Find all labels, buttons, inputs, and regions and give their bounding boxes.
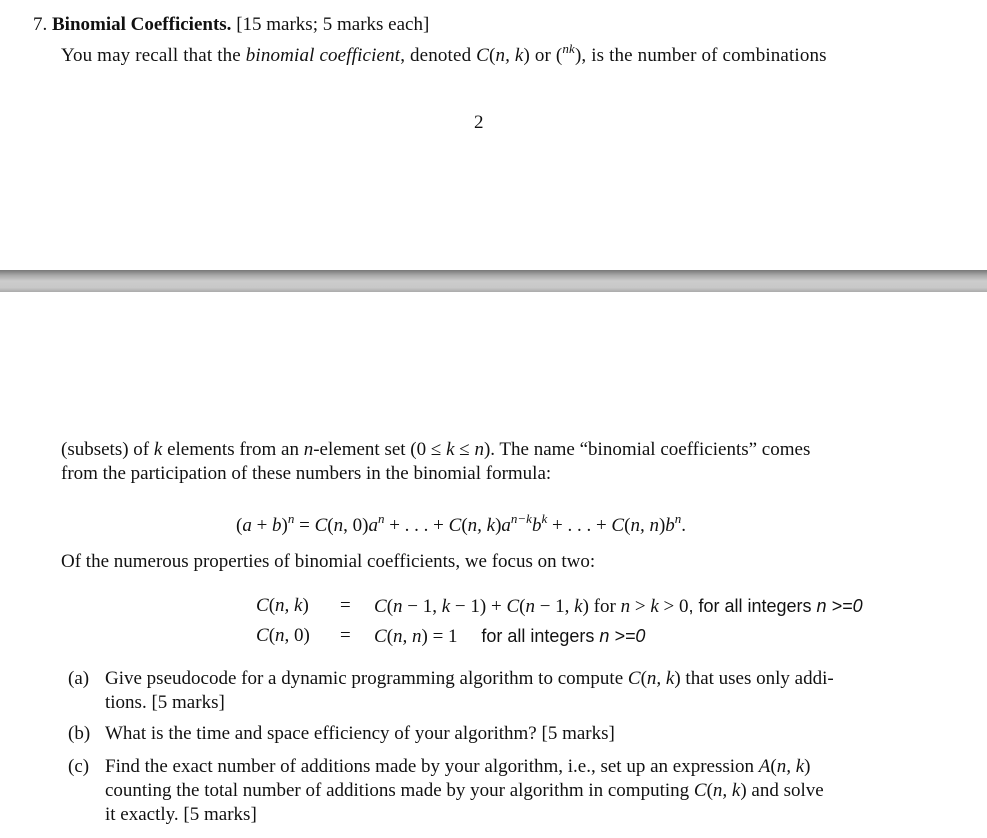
text-segment: >=0 [826, 596, 863, 616]
text-segment: n [303, 439, 314, 460]
text-segment: C [374, 626, 387, 647]
text-segment: Binomial Coefficients. [52, 14, 232, 35]
text-segment: n, n [630, 515, 659, 536]
text-segment: > [630, 596, 651, 617]
part-label: (b) [68, 723, 91, 744]
intro-text [61, 37, 827, 68]
text-segment: Of the numerous properties of binomial coefficients, we focus on two: [61, 551, 596, 572]
text-segment: n, n [393, 626, 422, 647]
text-segment: -element set (0 ≤ [313, 439, 447, 460]
text-segment: C [627, 668, 641, 689]
recurrence-rhs [374, 594, 863, 619]
text-segment: n [816, 596, 827, 616]
text-segment: ( [386, 626, 394, 647]
text-segment: A [758, 756, 771, 777]
text-segment: What is the time and space efficiency of your algorithm? [5 marks] [105, 723, 615, 744]
text-segment: a [368, 515, 378, 536]
text-segment: ( [640, 668, 647, 689]
text-segment: ) for [582, 596, 621, 617]
text-segment: k [574, 596, 583, 617]
text-segment: 7. [33, 14, 52, 35]
text-segment: ) and solve [740, 780, 824, 801]
binomial-formula [236, 507, 686, 538]
text-segment: ) [281, 515, 288, 536]
text-segment: n [599, 626, 610, 646]
text-segment: n, k [467, 515, 496, 536]
equals-sign: = [340, 595, 351, 616]
text-segment: binomial coefficient [245, 45, 401, 66]
text-segment: from the participation of these numbers in the binomial formula: [61, 463, 552, 484]
text-segment: k [441, 596, 451, 617]
text-segment: ( [624, 515, 631, 536]
text-segment: tions. [5 marks] [105, 692, 225, 713]
text-segment: ( [488, 45, 496, 66]
page-number: 2 [474, 112, 484, 133]
text-segment: k [650, 596, 659, 617]
part-text-line [105, 755, 810, 779]
text-segment: . [681, 515, 687, 536]
text-segment: Find the exact number of additions made by your algorithm, i.e., set up an expression [105, 756, 759, 777]
text-segment: C [448, 515, 462, 536]
text-segment: n [620, 596, 631, 617]
base-case-lhs [256, 624, 310, 648]
text-segment: , 0) [284, 625, 310, 646]
text-segment: ≤ [454, 439, 475, 460]
text-segment: > 0 [658, 596, 689, 617]
text-segment: Give pseudocode for a dynamic programming algorithm to compute [105, 668, 628, 689]
part-label: (c) [68, 756, 90, 777]
text-segment: >=0 [609, 626, 646, 646]
text-segment: , 0) [343, 515, 369, 536]
text-segment: n [333, 515, 344, 536]
text-segment: n, k [495, 45, 524, 66]
text-segment: ( [268, 595, 276, 616]
text-segment: ) [804, 756, 811, 777]
text-segment: n [474, 439, 484, 460]
text-segment: ), is the number of combinations [574, 45, 827, 66]
text-segment: C [693, 780, 707, 801]
text-segment: , denoted [400, 45, 477, 66]
text-segment: , for all integers [688, 596, 817, 616]
part-text-line [105, 779, 824, 803]
part-text-line [105, 667, 834, 691]
text-segment: ( [519, 596, 526, 617]
text-segment: − 1) + [450, 596, 507, 617]
text-segment: C [256, 625, 269, 646]
body-line [61, 438, 810, 462]
text-segment: [15 marks; 5 marks each] [231, 14, 430, 35]
part-text-line [105, 803, 257, 827]
text-segment: n [525, 596, 535, 617]
text-segment: k [446, 439, 455, 460]
text-segment: ) [658, 515, 666, 536]
text-segment: a [242, 515, 252, 536]
text-segment: ) or ( [523, 45, 563, 66]
text-segment: n [393, 596, 403, 617]
text-segment: = [294, 515, 315, 536]
text-segment: k [569, 41, 575, 56]
part-text-line [105, 722, 615, 746]
text-segment: elements from an [162, 439, 304, 460]
text-segment: ( [327, 515, 334, 536]
text-segment: C [256, 595, 269, 616]
text-segment: ) [302, 595, 309, 616]
body-line [61, 462, 551, 486]
text-segment: n, k [275, 595, 303, 616]
text-segment: C [314, 515, 328, 536]
text-segment: + . . . + [384, 515, 449, 536]
text-segment: C [374, 596, 387, 617]
text-segment: C [611, 515, 625, 536]
text-segment: for all integers [481, 626, 600, 646]
text-segment: n [674, 511, 682, 526]
text-segment: You may recall that the [61, 45, 246, 66]
text-segment: n, k [712, 780, 741, 801]
text-segment: ( [386, 596, 394, 617]
text-segment: ( [770, 756, 777, 777]
page-separator [0, 270, 987, 292]
text-segment: n, k [776, 756, 805, 777]
text-segment: n [377, 511, 385, 526]
text-segment: b [665, 515, 675, 536]
text-segment: − 1, [402, 596, 442, 617]
part-label: (a) [68, 668, 90, 689]
text-segment: ( [268, 625, 276, 646]
text-segment: ) = 1 [421, 626, 482, 647]
text-segment: (subsets) of [61, 439, 154, 460]
recurrence-lhs [256, 594, 309, 618]
text-segment: + [251, 515, 273, 536]
base-case-rhs [374, 624, 645, 649]
text-segment: a [501, 515, 511, 536]
text-segment: C [506, 596, 520, 617]
part-text-line [105, 691, 225, 715]
text-segment: n [562, 41, 570, 56]
text-segment: C [476, 45, 489, 66]
equals-sign: = [340, 625, 351, 646]
text-segment: − 1, [534, 596, 575, 617]
text-segment: k [541, 511, 548, 526]
text-segment: b [272, 515, 282, 536]
text-segment: ). The name “binomial coefficients” comes [483, 439, 811, 460]
text-segment: n−k [510, 511, 532, 526]
text-segment: ) that uses only addi- [674, 668, 834, 689]
question-heading [33, 13, 429, 37]
text-segment: n [287, 511, 295, 526]
text-segment: n, k [646, 668, 675, 689]
text-segment: ) [495, 515, 502, 536]
text-segment: it exactly. [5 marks] [105, 804, 257, 825]
text-segment: ( [706, 780, 713, 801]
text-segment: ( [236, 515, 243, 536]
text-segment: ( [461, 515, 468, 536]
text-segment: k [153, 439, 163, 460]
body-line [61, 550, 595, 574]
text-segment: + . . . + [547, 515, 612, 536]
text-segment: n [275, 625, 285, 646]
text-segment: counting the total number of additions made by your algorithm in computing [105, 780, 694, 801]
text-segment: b [531, 515, 542, 536]
